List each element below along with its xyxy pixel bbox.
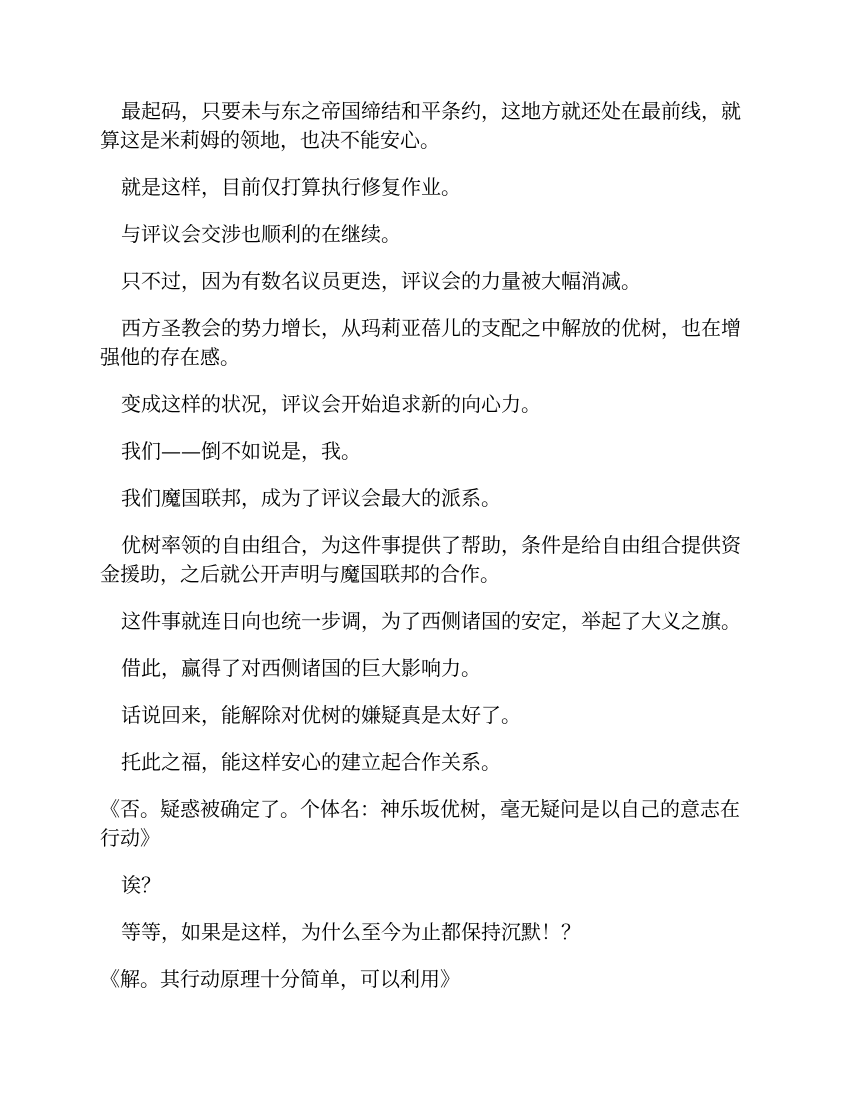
system-voice-paragraph: 《否。疑惑被确定了。个体名：神乐坂优树，毫无疑问是以自己的意志在行动》 xyxy=(100,797,740,850)
paragraph: 优树率领的自由组合，为这件事提供了帮助，条件是给自由组合提供资金援助，之后就公开声明与魔国联邦的合作。 xyxy=(100,533,741,586)
paragraph: 就是这样，目前仅打算执行修复作业。 xyxy=(121,175,461,199)
paragraph: 变成这样的状况，评议会开始追求新的向心力。 xyxy=(121,392,541,416)
system-voice-paragraph: 《解。其行动原理十分简单，可以利用》 xyxy=(100,967,460,991)
paragraph: 这件事就连日向也统一步调，为了西侧诸国的安定，举起了大义之旗。 xyxy=(121,609,741,633)
paragraph: 话说回来，能解除对优树的嫌疑真是太好了。 xyxy=(121,703,521,727)
body-text xyxy=(100,97,750,1012)
paragraph: 我们——倒不如说是，我。 xyxy=(121,439,361,463)
paragraph: 借此，赢得了对西侧诸国的巨大影响力。 xyxy=(121,656,481,680)
paragraph: 与评议会交涉也顺利的在继续。 xyxy=(121,222,401,246)
paragraph: 只不过，因为有数名议员更迭，评议会的力量被大幅消减。 xyxy=(121,269,641,293)
paragraph: 诶？ xyxy=(121,873,161,897)
paragraph: 托此之福，能这样安心的建立起合作关系。 xyxy=(121,750,501,774)
paragraph: 我们魔国联邦，成为了评议会最大的派系。 xyxy=(121,486,501,510)
paragraph: 最起码，只要未与东之帝国缔结和平条约，这地方就还处在最前线，就算这是米莉姆的领地，也决不能安心。 xyxy=(100,99,741,152)
paragraph: 西方圣教会的势力增长，从玛莉亚蓓儿的支配之中解放的优树，也在增强他的存在感。 xyxy=(100,316,741,369)
paragraph: 等等，如果是这样，为什么至今为止都保持沉默！？ xyxy=(121,920,581,944)
